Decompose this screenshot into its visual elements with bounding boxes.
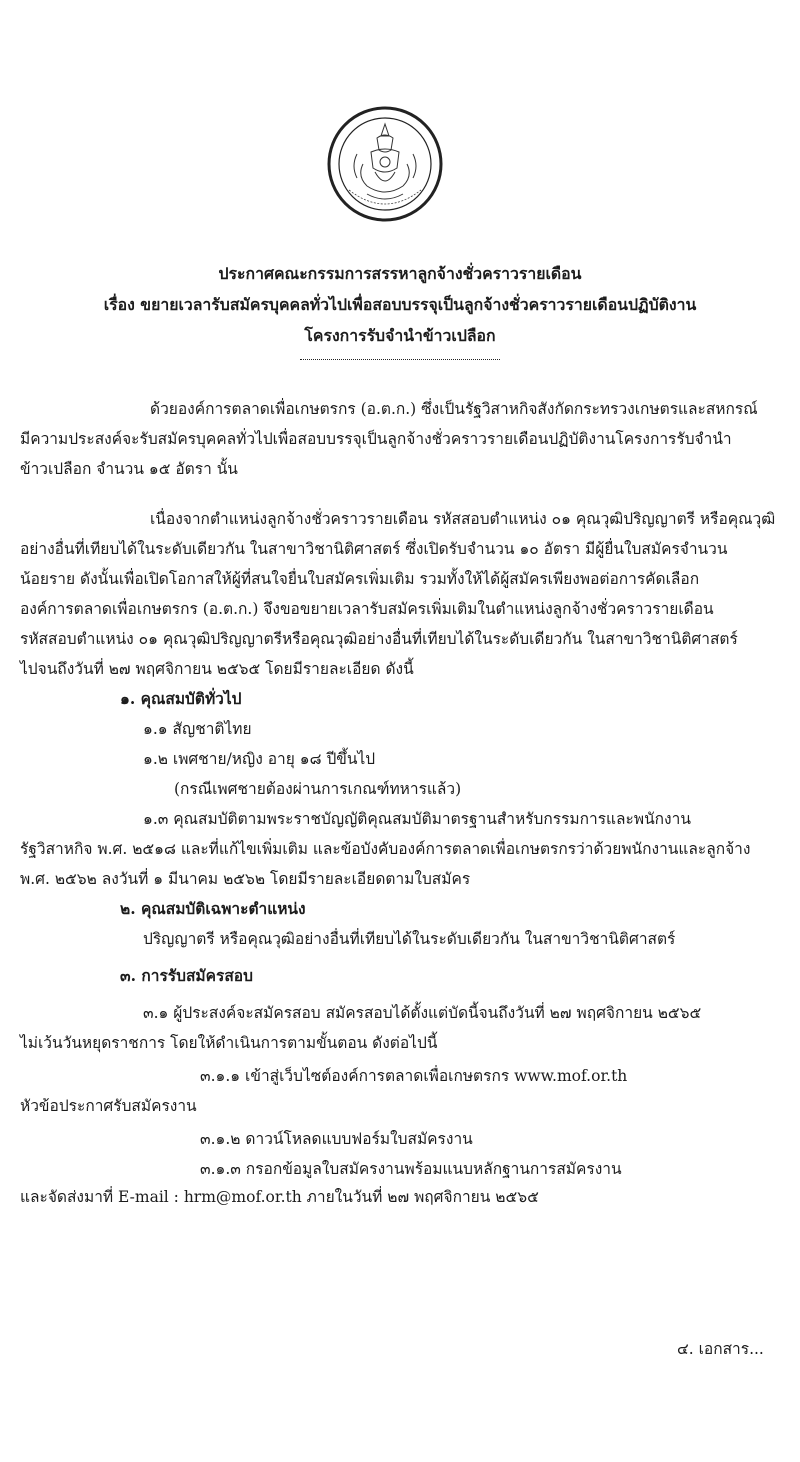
list-item: ๓.๑ ผู้ประสงค์จะสมัครสอบ สมัครสอบได้ตั้งแต่บัดนี้จนถึงวันที่ ๒๗ พฤศจิกายน ๒๕๖๕	[143, 1004, 702, 1022]
intro-line: มีความประสงค์จะรับสมัครบุคคลทั่วไปเพื่อสอบบรรจุเป็นลูกจ้างชั่วคราวรายเดือนปฏิบัติงานโครงการรับจำนำ	[20, 430, 732, 448]
continued-marker: ๔. เอกสาร...	[677, 1340, 764, 1358]
sub-item: ๓.๑.๑ เข้าสู่เว็บไซต์องค์การตลาดเพื่อเกษตรกร www.mof.or.th	[200, 1067, 628, 1085]
notice-project: โครงการรับจำนำข้าวเปลือก	[304, 326, 496, 345]
reason-line: น้อยราย ดังนั้นเพื่อเปิดโอกาสให้ผู้ที่สนใจยื่นใบสมัครเพิ่มเติม รวมทั้งให้ได้ผู้สมัครเพียงพอต่อการคัดเลือก	[20, 570, 700, 588]
section-body: ปริญญาตรี หรือคุณวุฒิอย่างอื่นที่เทียบได้ในระดับเดียวกัน ในสาขาวิชานิติศาสตร์	[143, 930, 676, 948]
organization-seal-icon	[327, 106, 443, 222]
sub-item-continued: และจัดส่งมาที่ E-mail : hrm@mof.or.th ภายในวันที่ ๒๗ พฤศจิกายน ๒๕๖๕	[20, 1188, 539, 1206]
reason-line: ไปจนถึงวันที่ ๒๗ พฤศจิกายน ๒๕๖๕ โดยมีรายละเอียด ดังนี้	[20, 660, 414, 678]
notice-title: ประกาศคณะกรรมการสรรหาลูกจ้างชั่วคราวรายเดือน	[218, 264, 582, 283]
section-heading: ๑. คุณสมบัติทั่วไป	[120, 689, 242, 708]
section-heading: ๓. การรับสมัครสอบ	[120, 966, 253, 985]
notice-subject: เรื่อง ขยายเวลารับสมัครบุคคลทั่วไปเพื่อสอบบรรจุเป็นลูกจ้างชั่วคราวรายเดือนปฏิบัติงาน	[103, 295, 697, 314]
intro-line: ด้วยองค์การตลาดเพื่อเกษตรกร (อ.ต.ก.) ซึ่งเป็นรัฐวิสาหกิจสังกัดกระทรวงเกษตรและสหกรณ์	[150, 400, 758, 418]
sub-item-continued: หัวข้อประกาศรับสมัครงาน	[20, 1097, 197, 1115]
reason-line: รหัสสอบตำแหน่ง ๐๑ คุณวุฒิปริญญาตรีหรือคุณวุฒิอย่างอื่นที่เทียบได้ในระดับเดียวกัน ในสาขาวิชานิติศาสตร์	[20, 630, 738, 648]
intro-line: ข้าวเปลือก จำนวน ๑๕ อัตรา นั้น	[20, 460, 238, 478]
list-item: ๑.๒ เพศชาย/หญิง อายุ ๑๘ ปีขึ้นไป	[143, 750, 376, 768]
list-item: ๑.๓ คุณสมบัติตามพระราชบัญญัติคุณสมบัติมาตรฐานสำหรับกรรมการและพนักงาน	[143, 810, 691, 828]
list-item-note: (กรณีเพศชายต้องผ่านการเกณฑ์ทหารแล้ว)	[174, 780, 462, 798]
divider	[300, 359, 500, 360]
sub-item: ๓.๑.๓ กรอกข้อมูลใบสมัครงานพร้อมแนบหลักฐานการสมัครงาน	[200, 1160, 622, 1178]
list-item-continued: รัฐวิสาหกิจ พ.ศ. ๒๕๑๘ และที่แก้ไขเพิ่มเติม และข้อบังคับองค์การตลาดเพื่อเกษตรกรว่าด้วยพนักงานและลูกจ้าง	[20, 840, 751, 858]
sub-item: ๓.๑.๒ ดาวน์โหลดแบบฟอร์มใบสมัครงาน	[200, 1130, 473, 1148]
reason-line: องค์การตลาดเพื่อเกษตรกร (อ.ต.ก.) จึงขอขยายเวลารับสมัครเพิ่มเติมในตำแหน่งลูกจ้างชั่วคราวรายเดือน	[20, 600, 714, 618]
list-item-continued: พ.ศ. ๒๕๖๒ ลงวันที่ ๑ มีนาคม ๒๕๖๒ โดยมีรายละเอียดตามใบสมัคร	[20, 870, 471, 888]
list-item: ๑.๑ สัญชาติไทย	[143, 720, 252, 738]
reason-line: เนื่องจากตำแหน่งลูกจ้างชั่วคราวรายเดือน รหัสสอบตำแหน่ง ๐๑ คุณวุฒิปริญญาตรี หรือคุณวุฒิ	[150, 510, 776, 528]
list-item-continued: ไม่เว้นวันหยุดราชการ โดยให้ดำเนินการตามขั้นตอน ดังต่อไปนี้	[20, 1034, 438, 1052]
section-heading: ๒. คุณสมบัติเฉพาะตำแหน่ง	[120, 899, 306, 918]
reason-line: อย่างอื่นที่เทียบได้ในระดับเดียวกัน ในสาขาวิชานิติศาสตร์ ซึ่งเปิดรับจำนวน ๑๐ อัตรา มีผู้ยื่นใบสมัครจำนวน	[20, 540, 728, 558]
